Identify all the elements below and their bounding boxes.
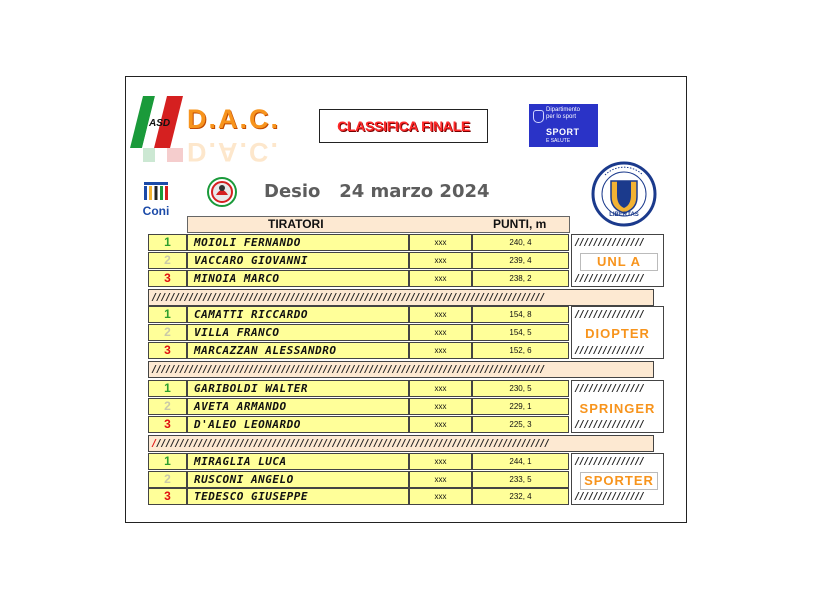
shooter-name: MARCAZZAN ALESSANDRO bbox=[187, 342, 409, 359]
shooter-code: xxx bbox=[409, 398, 472, 415]
table-row bbox=[148, 324, 569, 341]
shooter-code: xxx bbox=[409, 416, 472, 433]
dac-prefix: ASD bbox=[149, 118, 171, 129]
header-punti: PUNTI, m bbox=[493, 217, 547, 231]
shooter-code: xxx bbox=[409, 453, 472, 470]
shooter-score: 154, 5 bbox=[472, 324, 569, 341]
shooter-name: MIRAGLIA LUCA bbox=[187, 453, 409, 470]
club-badge-icon bbox=[207, 177, 237, 207]
shooter-code: xxx bbox=[409, 270, 472, 287]
header-tiratori: TIRATORI bbox=[268, 217, 324, 231]
table-row bbox=[148, 380, 569, 397]
shooter-score: 225, 3 bbox=[472, 416, 569, 433]
coni-rings-icon bbox=[138, 180, 174, 204]
shooter-name: VACCARO GIOVANNI bbox=[187, 252, 409, 269]
table-row bbox=[148, 270, 569, 287]
rank-cell: 3 bbox=[148, 270, 187, 287]
rank-cell: 1 bbox=[148, 234, 187, 251]
shooter-score: 244, 1 bbox=[472, 453, 569, 470]
table-row bbox=[148, 471, 569, 488]
table-row bbox=[148, 342, 569, 359]
category-label: SPORTER bbox=[580, 472, 658, 490]
rank-cell: 3 bbox=[148, 488, 187, 505]
rank-cell: 2 bbox=[148, 324, 187, 341]
coni-logo: Coni bbox=[138, 180, 174, 218]
libertas-logo: LIBERTAS bbox=[591, 161, 657, 227]
shooter-score: 232, 4 bbox=[472, 488, 569, 505]
category-label: DIOPTER bbox=[585, 326, 650, 341]
category-box-sporter: /////////////// SPORTER /////////////// bbox=[571, 453, 664, 505]
page-title: CLASSIFICA FINALE bbox=[337, 118, 470, 134]
table-row bbox=[148, 488, 569, 505]
shooter-code: xxx bbox=[409, 342, 472, 359]
category-box-diopter: /////////////// DIOPTER /////////////// bbox=[571, 306, 664, 359]
rank-cell: 1 bbox=[148, 453, 187, 470]
shooter-code: xxx bbox=[409, 471, 472, 488]
category-box-springer: /////////////// SPRINGER /////////////// bbox=[571, 380, 664, 433]
rank-cell: 2 bbox=[148, 398, 187, 415]
category-label: SPRINGER bbox=[579, 401, 656, 416]
shooter-score: 240, 4 bbox=[472, 234, 569, 251]
emblem-icon bbox=[533, 110, 544, 123]
rank-cell: 2 bbox=[148, 252, 187, 269]
separator-row: ///////////////////////////////////////////////////////////////////////////////////// bbox=[148, 361, 654, 378]
rank-cell: 1 bbox=[148, 380, 187, 397]
table-row bbox=[148, 252, 569, 269]
shooter-score: 233, 5 bbox=[472, 471, 569, 488]
table-row bbox=[148, 306, 569, 323]
table-header bbox=[187, 216, 570, 233]
shooter-code: xxx bbox=[409, 488, 472, 505]
shooter-name: VILLA FRANCO bbox=[187, 324, 409, 341]
shooter-name: RUSCONI ANGELO bbox=[187, 471, 409, 488]
shooter-score: 230, 5 bbox=[472, 380, 569, 397]
table-row bbox=[148, 234, 569, 251]
shooter-score: 238, 2 bbox=[472, 270, 569, 287]
club-round-logo bbox=[207, 177, 237, 207]
shooter-code: xxx bbox=[409, 252, 472, 269]
separator-row: ///////////////////////////////////////////////////////////////////////////////////// bbox=[148, 289, 654, 306]
table-row bbox=[148, 416, 569, 433]
shooter-score: 239, 4 bbox=[472, 252, 569, 269]
shooter-name: MINOIA MARCO bbox=[187, 270, 409, 287]
rank-cell: 1 bbox=[148, 306, 187, 323]
shooter-name: TEDESCO GIUSEPPE bbox=[187, 488, 409, 505]
table-row bbox=[148, 398, 569, 415]
category-box-unl-a: /////////////// UNL A /////////////// bbox=[571, 234, 664, 287]
shooter-name: GARIBOLDI WALTER bbox=[187, 380, 409, 397]
dac-logo-text: D.A.C. bbox=[187, 104, 280, 134]
shooter-score: 229, 1 bbox=[472, 398, 569, 415]
shooter-code: xxx bbox=[409, 234, 472, 251]
shooter-code: xxx bbox=[409, 380, 472, 397]
dac-logo-reflection: D.A.C. bbox=[143, 148, 274, 162]
shooter-name: MOIOLI FERNANDO bbox=[187, 234, 409, 251]
table-row bbox=[148, 453, 569, 470]
rank-cell: 3 bbox=[148, 342, 187, 359]
shooter-name: CAMATTI RICCARDO bbox=[187, 306, 409, 323]
ministry-sport-logo: Dipartimento per lo sport SPORT E SALUTE bbox=[529, 104, 598, 147]
rank-cell: 3 bbox=[148, 416, 187, 433]
title-box bbox=[319, 109, 488, 143]
shooter-score: 154, 8 bbox=[472, 306, 569, 323]
shooter-name: D'ALEO LEONARDO bbox=[187, 416, 409, 433]
shooter-score: 152, 6 bbox=[472, 342, 569, 359]
category-label: UNL A bbox=[580, 253, 658, 271]
shooter-code: xxx bbox=[409, 306, 472, 323]
shooter-code: xxx bbox=[409, 324, 472, 341]
separator-row: ////////////////////////////////////////////////////////////////////////////////////// bbox=[148, 435, 654, 452]
rank-cell: 2 bbox=[148, 471, 187, 488]
event-date: Desio 24 marzo 2024 bbox=[264, 181, 490, 202]
shooter-name: AVETA ARMANDO bbox=[187, 398, 409, 415]
